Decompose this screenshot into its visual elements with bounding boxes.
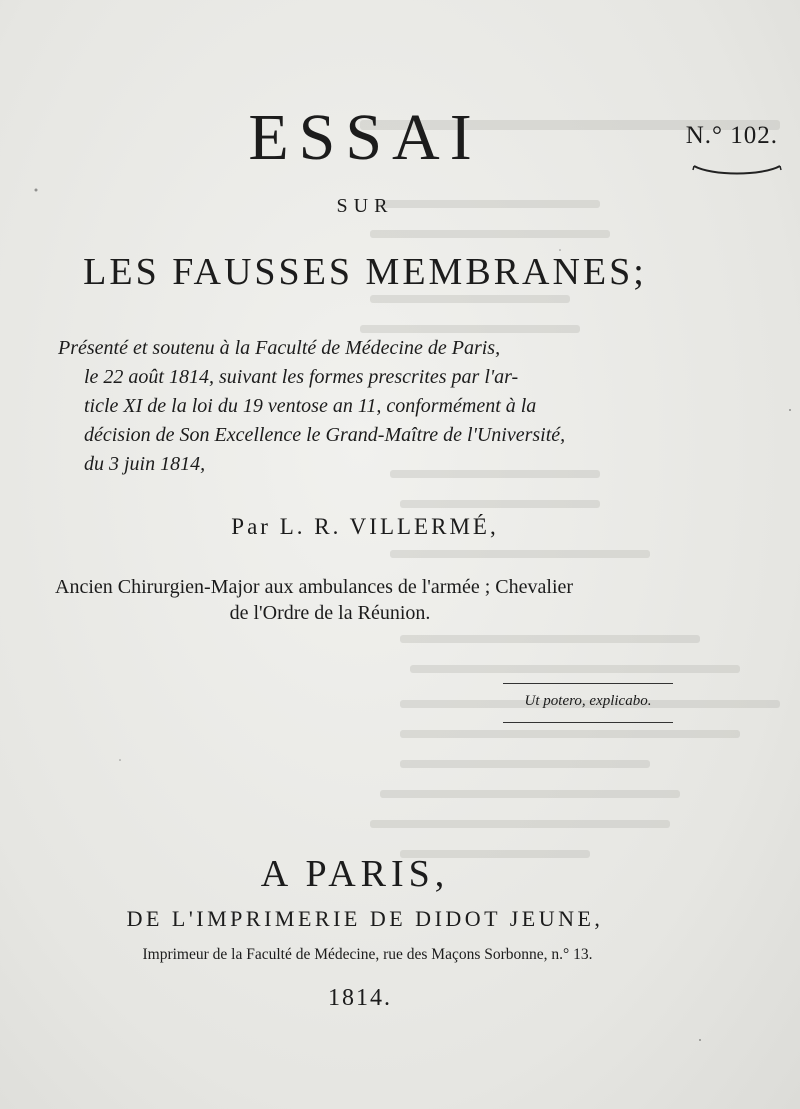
publication-city: A PARIS, [260,853,450,895]
statement-line: le 22 août 1814, suivant les formes prescrites par l'ar- [84,366,519,388]
statement-line: décision de Son Excellence le Grand-Maître de l'Université, [84,424,566,446]
affiliation-line: de l'Ordre de la Réunion. [229,602,431,624]
printer-address: Imprimeur de la Faculté de Médecine, rue des Maçons Sorbonne, n.° 13. [142,946,593,963]
document-subtitle: LES FAUSSES MEMBRANES; [83,251,647,293]
printer-name: DE L'IMPRIMERIE DE DIDOT JEUNE, [126,906,604,931]
affiliation-line: Ancien Chirurgien-Major aux ambulances de l'armée ; Chevalier [55,576,574,598]
title-connector: SUR [336,195,394,217]
statement-line: ticle XI de la loi du 19 ventose an 11, conformément à la [84,395,537,417]
epigraph: Ut potero, explicabo. [524,693,652,709]
catalogue-number: N.° 102. [685,122,778,149]
epigraph-box [503,683,673,723]
publication-year: 1814. [328,985,392,1011]
author-line: Par L. R. VILLERMÉ, [231,514,499,539]
author-affiliation [55,574,675,626]
statement-line: Présenté et soutenu à la Faculté de Médecine de Paris, [58,337,501,359]
document-title: ESSAI [248,101,482,174]
statement-line: du 3 juin 1814, [84,453,206,475]
presentation-statement [58,334,670,479]
